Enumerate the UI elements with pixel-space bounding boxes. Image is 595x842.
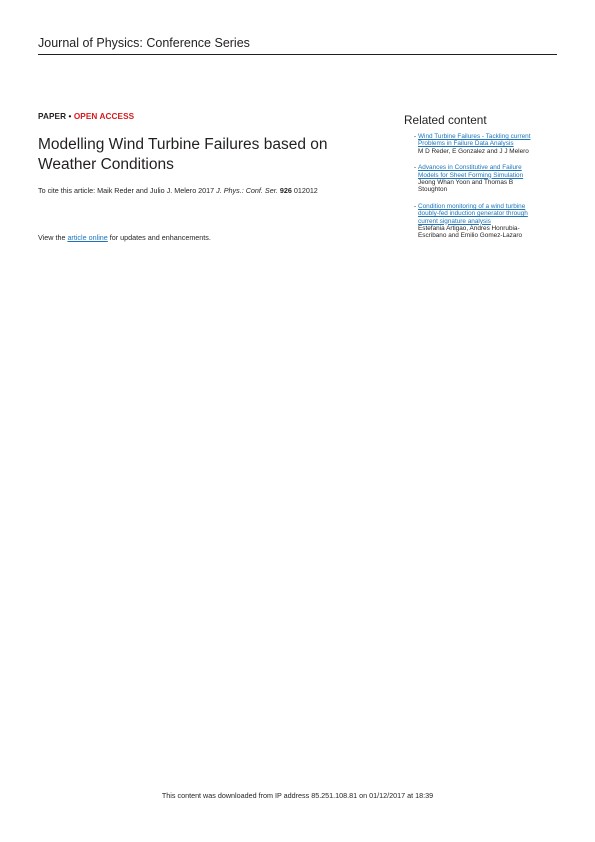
related-item — [414, 202, 558, 240]
related-item-authors: M D Reder, E Gonzalez and J J Melero — [418, 147, 529, 155]
view-suffix: for updates and enhancements. — [107, 233, 211, 242]
paper-type-line — [38, 112, 134, 121]
journal-name: Journal of Physics: Conference Series — [38, 36, 250, 50]
paper-title — [38, 135, 368, 175]
open-access-label: OPEN ACCESS — [73, 112, 135, 121]
title-line-1: Modelling Wind Turbine Failures based on — [38, 136, 328, 153]
citation-prefix: To cite this article: Maik Reder and Julio J. Melero 2017 — [38, 186, 217, 195]
download-footer: This content was downloaded from IP address 85.251.108.81 on 01/12/2017 at 18:39 — [161, 791, 434, 800]
related-item — [414, 133, 558, 155]
citation-line — [38, 186, 318, 195]
view-online-line — [38, 233, 211, 242]
paper-type-label: PAPER — [38, 112, 67, 121]
related-item-link[interactable]: Advances in Constitutive and Failure Models for Sheet Forming Simulation — [418, 164, 524, 179]
related-item — [414, 164, 558, 194]
citation-journal: J. Phys.: Conf. Ser. — [216, 186, 278, 195]
citation-volume: 926 — [279, 186, 292, 195]
related-item-link[interactable]: Condition monitoring of a wind turbine doubly-fed induction generator through current signature analysis — [418, 202, 528, 225]
list-dash: - — [414, 133, 417, 140]
title-line-2: Weather Conditions — [38, 156, 174, 173]
list-dash: - — [414, 202, 417, 210]
related-item-authors: Jeong Whan Yoon and Thomas B Stoughton — [418, 179, 514, 194]
view-prefix: View the — [38, 233, 68, 242]
related-content-heading: Related content — [404, 113, 487, 127]
article-online-link[interactable]: article online — [67, 233, 108, 242]
citation-article: 012012 — [291, 186, 318, 195]
related-content-list — [414, 133, 558, 249]
header-divider — [38, 54, 557, 55]
related-item-authors: Estefania Artigao, Andres Honrubia- Escribano and Emilio Gomez-Lazaro — [418, 225, 523, 240]
separator-dot: • — [68, 112, 72, 121]
list-dash: - — [414, 164, 417, 172]
related-item-link[interactable]: Wind Turbine Failures - Tackling current Problems in Failure Data Analysis — [418, 133, 531, 148]
